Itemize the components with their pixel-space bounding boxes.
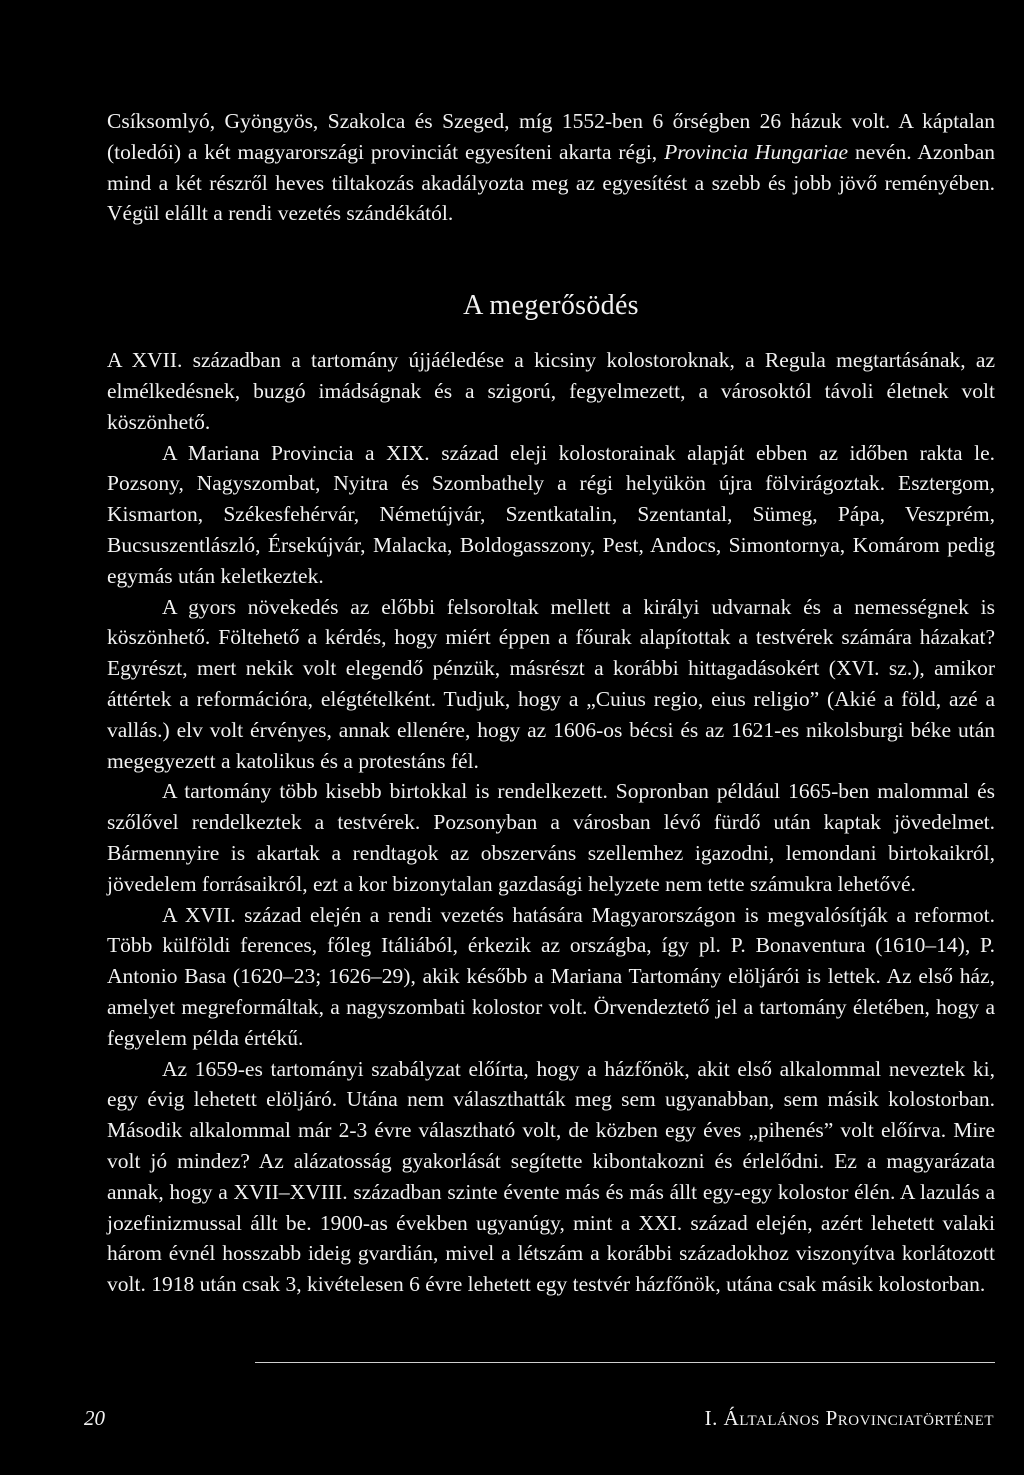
paragraph-3: A gyors növekedés az előbbi felsoroltak mellett a királyi udvarnak és a nemességnek is köszönhető. Föltehető a kérdés, hogy miért éppen a főurak alapítottak a testvérek számára házakat? Egyrészt, mert nekik volt elegendő pénzük, másrészt a korábbi hittagadásokért (XVI. sz.), amikor áttértek a reformációra, elégtételként. Tudjuk, hogy a „Cuius regio, eius religio” (Akié a föld, azé a vallás.) elv volt érvényes, annak ellenére, hogy az 1606-os bécsi és az 1621-es nikolsburgi béke után megegyezett a katolikus és a protestáns fél.	[107, 594, 995, 773]
page-number: 20	[84, 1406, 105, 1430]
page-body	[107, 106, 995, 1300]
running-title: I. Általános Provinciatörténet	[704, 1406, 994, 1430]
section-title: A megerősödés	[463, 290, 639, 322]
intro-italic-term: Provincia Hungariae	[664, 139, 849, 164]
paragraph-4: A tartomány több kisebb birtokkal is rendelkezett. Sopronban például 1665-ben malommal és szőlővel rendelkeztek a testvérek. Pozsonyban a városban lévő fürdő után kaptak jövedelmet. Bármennyire is akartak a rendtagok az obszerváns szellemhez igazodni, lemondani birtokaikról, jövedelem forrásaikról, ezt a kor bizonytalan gazdasági helyzete nem tette számukra lehetővé.	[107, 779, 995, 896]
footer-rule	[255, 1362, 995, 1363]
intro-text-after: nevén. Azonban mind a két részről heves tiltakozás akadályozta meg az egyesítést a szebb és jobb jövő reményében. Végül elállt a rendi vezetés szándékától.	[107, 139, 995, 226]
intro-text-before: Csíksomlyó, Gyöngyös, Szakolca és Szeged, míg 1552-ben 6 őrségben 26 házuk volt. A káptalan (toledói) a két magyarországi provinciát egyesíteni akarta régi,	[107, 109, 995, 164]
paragraph-2: A Mariana Provincia a XIX. század eleji kolostorainak alapját ebben az időben rakta le. Pozsony, Nagyszombat, Nyitra és Szombathely a régi helyükön újra fölvirágoztak. Esztergom, Kismarton, Székesfehérvár, Németújvár, Szentkatalin, Szentantal, Sümeg, Pápa, Veszprém, Bucsuszentlászló, Érsekújvár, Malacka, Boldogasszony, Pest, Andocs, Simontornya, Komárom pedig egymás után keletkeztek.	[107, 440, 995, 588]
paragraph-1: A XVII. században a tartomány újjáéledése a kicsiny kolostoroknak, a Regula megtartásának, az elmélkedésnek, buzgó imádságnak és a szigorú, fegyelmezett, a városoktól távoli életnek volt köszönhető.	[107, 348, 995, 434]
paragraph-5: A XVII. század elején a rendi vezetés hatására Magyarországon is megvalósítják a reformot. Több külföldi ferences, főleg Itáliából, érkezik az országba, így pl. P. Bonaventura (1610–14), P. Antonio Basa (1620–23; 1626–29), akik később a Mariana Tartomány elöljárói is lettek. Az első ház, amelyet megreformáltak, a nagyszombati kolostor volt. Örvendeztető jel a tartomány életében, hogy a fegyelem példa értékű.	[107, 902, 995, 1050]
intro-paragraph	[107, 106, 995, 229]
paragraph-6: Az 1659-es tartományi szabályzat előírta, hogy a házfőnök, akit első alkalommal neveztek ki, egy évig lehetett elöljáró. Utána nem választhatták meg sem ugyanabban, sem másik kolostorban. Második alkalommal már 2-3 évre választható volt, de közben egy éves „pihenés” volt előírva. Mire volt jó mindez? Az alázatosság gyakorlását segítette kibontakozni és érlelődni. Ez a magyarázata annak, hogy a XVII–XVIII. században szinte évente más és más állt egy-egy kolostor élén. A lazulás a jozefinizmussal állt be. 1900-as években ugyanúgy, mint a XXI. század elején, azért lehetett valaki három évnél hosszabb ideig gvardián, mivel a létszám a korábbi századokhoz viszonyítva korlátozott volt. 1918 után csak 3, kivételesen 6 évre lehetett egy testvér házfőnök, utána csak másik kolostorban.	[107, 1056, 995, 1297]
